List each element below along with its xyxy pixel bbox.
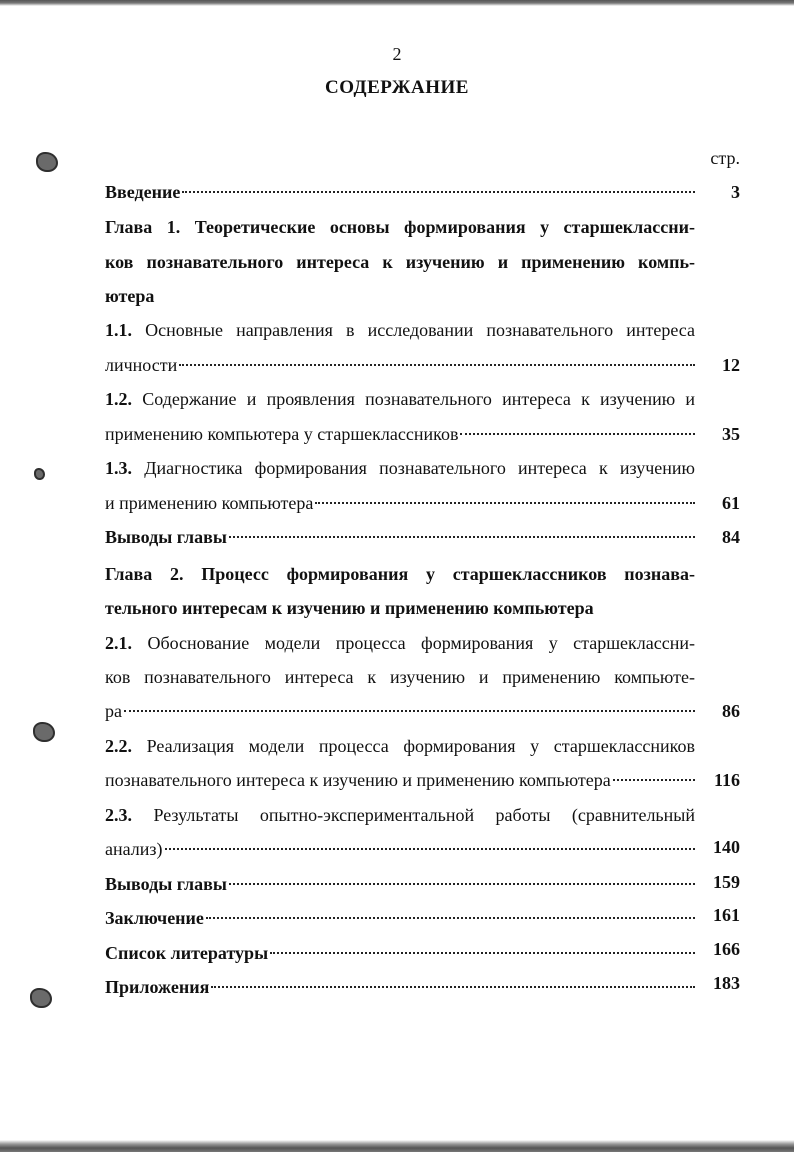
toc-entry-chapter-1-conclusions [105,520,695,554]
section-title: Результаты опытно-экспериментальной работы (сравнительный [153,805,696,825]
toc-section-2-1-line-1 [105,626,695,660]
section-title-cont: применению компьютера у старшеклассников [105,424,459,444]
leader-dots [460,433,695,435]
section-number: 1.2. [105,389,132,409]
leader-dots [211,986,695,988]
toc-section-2-1-line-2: ков познавательного интереса к изучению и применению компьюте- [105,667,695,687]
toc-entry-chapter-2-conclusions [105,867,695,901]
toc-section-1-1-line-2 [105,348,695,382]
section-title: Диагностика формирования познавательного интереса к изучению [144,458,695,478]
leader-dots [206,917,695,919]
toc-page-number: 84 [722,527,740,547]
toc-section-1-3-line-2 [105,486,695,520]
section-title-cont: личности [105,355,178,375]
leader-dots [229,536,695,538]
toc-entry-title: Приложения [105,977,210,997]
toc-page-number: 116 [713,770,740,790]
toc-page-number: 161 [713,905,740,925]
toc-entry-bibliography [105,936,695,970]
toc-page-number: 86 [722,701,740,721]
toc-section-2-3-line-1 [105,798,695,832]
toc-section-2-1-line-3 [105,694,695,728]
leader-dots [315,502,695,504]
toc-page-number: 3 [731,182,740,202]
section-number: 2.1. [105,633,132,653]
toc-entry-introduction [105,175,695,209]
page-title: СОДЕРЖАНИЕ [325,77,469,98]
section-number: 2.3. [105,805,132,825]
section-title-cont: познавательного интереса к изучению и применению компьютера [105,770,611,790]
scan-edge-bottom [0,1140,794,1152]
toc-chapter-1-line-2: ков познавательного интереса к изучению и применению компь- [105,252,695,272]
section-number: 1.1. [105,320,132,340]
toc-section-1-3-line-1 [105,451,695,485]
leader-dots [182,191,695,193]
leader-dots [165,848,696,850]
toc-section-1-2-line-2 [105,417,695,451]
toc-section-1-1-line-1 [105,313,695,347]
section-title: Реализация модели процесса формирования у старшеклассников [146,736,695,756]
scan-edge-top [0,0,794,6]
toc-section-2-2-line-2 [105,763,695,797]
toc-page-number: 35 [722,424,740,444]
section-title: Обоснование модели процесса формирования у старшеклассни- [147,633,696,653]
leader-dots [124,710,695,712]
toc-chapter-2-line-1: Глава 2. Процесс формирования у старшеклассников познава- [105,564,695,584]
section-title-cont: ра [105,701,122,721]
leader-dots [613,779,695,781]
toc-page-number: 12 [722,355,740,375]
section-title: Основные направления в исследовании познавательного интереса [145,320,696,340]
section-title: Содержание и проявления познавательного интереса к изучению и [142,389,695,409]
toc-section-2-3-line-2 [105,832,695,866]
toc-entry-conclusion [105,901,695,935]
toc-page-number: 61 [722,493,740,513]
section-number: 2.2. [105,736,132,756]
leader-dots [229,883,695,885]
toc-chapter-1-line-3: ютера [105,286,155,306]
hole-punch-mark [34,468,45,480]
section-number: 1.3. [105,458,132,478]
section-title-cont: анализ) [105,839,163,859]
toc-page-number: 183 [713,973,740,993]
toc-entry-title: Заключение [105,908,204,928]
toc-chapter-1-line-1: Глава 1. Теоретические основы формирования у старшеклассни- [105,217,695,237]
toc-page-number: 140 [713,837,740,857]
page-column-label: стр. [710,148,740,168]
page-number: 2 [392,44,402,64]
hole-punch-mark [36,152,58,172]
toc-page-number: 166 [713,939,740,959]
toc-entry-appendices [105,970,695,1004]
section-title-cont: и применению компьютера [105,493,314,513]
toc-chapter-2-line-2: тельного интересам к изучению и применению компьютера [105,598,594,618]
toc-entry-title: Список литературы [105,943,269,963]
hole-punch-mark [30,988,52,1008]
leader-dots [179,364,695,366]
toc-entry-title: Выводы главы [105,874,227,894]
toc-entry-title: Выводы главы [105,527,227,547]
leader-dots [270,952,695,954]
toc-section-2-2-line-1 [105,729,695,763]
toc-section-1-2-line-1 [105,382,695,416]
hole-punch-mark [33,722,55,742]
toc-entry-title: Введение [105,182,181,202]
toc-page-number: 159 [713,872,740,892]
